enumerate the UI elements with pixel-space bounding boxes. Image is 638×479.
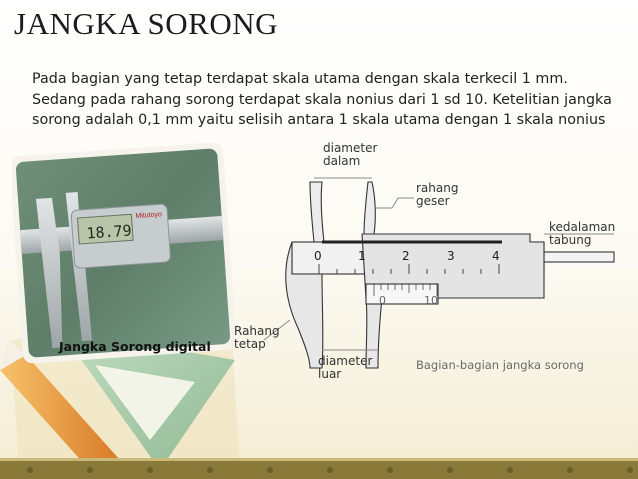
main-scale-number: 0 bbox=[314, 249, 322, 263]
vernier-number: 10 bbox=[424, 294, 438, 307]
main-scale-number: 2 bbox=[402, 249, 410, 263]
description-paragraph bbox=[32, 69, 612, 131]
main-scale-number: 3 bbox=[447, 249, 455, 263]
bottom-border-band bbox=[0, 458, 638, 479]
digital-caliper-photo bbox=[12, 143, 234, 363]
photo-caption: Jangka Sorong digital bbox=[59, 339, 211, 354]
paragraph-line: Pada bagian yang tetap terdapat skala utama dengan skala terkecil 1 mm. bbox=[32, 71, 568, 87]
label-rahang-geser: rahang geser bbox=[416, 181, 459, 208]
brand-logo: Mitutoyo bbox=[135, 211, 163, 221]
paragraph-line: sorong adalah 0,1 mm yaitu selisih antara 1 skala utama dengan 1 skala nonius bbox=[32, 112, 606, 128]
lcd-reading: 18.79 bbox=[85, 221, 133, 243]
main-scale-number: 1 bbox=[358, 249, 366, 263]
label-rahang-tetap: Rahang tetap bbox=[234, 324, 280, 351]
vernier-number: 0 bbox=[379, 294, 386, 307]
paragraph-line: Sedang pada rahang sorong terdapat skala nonius dari 1 sd 10. Ketelitian jangka bbox=[32, 91, 612, 108]
main-scale-number: 4 bbox=[492, 249, 500, 263]
vernier-caliper-diagram bbox=[226, 138, 638, 388]
diagram-caption: Bagian-bagian jangka sorong bbox=[416, 358, 584, 372]
label-diameter-luar: diameter luar bbox=[318, 354, 373, 381]
label-kedalaman-tabung: kedalaman tabung bbox=[549, 220, 616, 247]
label-diameter-dalam: diameter dalam bbox=[323, 141, 378, 168]
slide-title: JANGKA SORONG bbox=[14, 6, 279, 41]
